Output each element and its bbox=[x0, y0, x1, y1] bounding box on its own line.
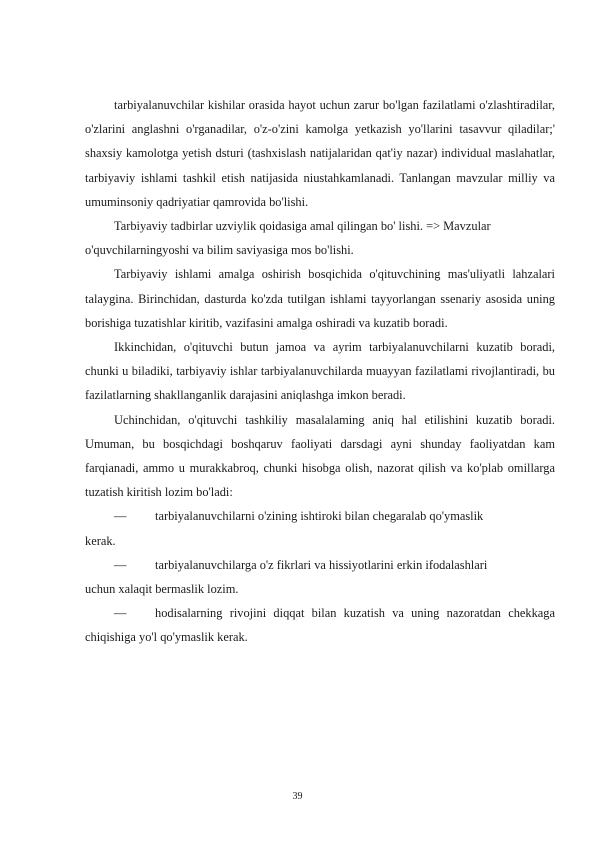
list-item-text: tarbiyalanuvchilarga o'z fikrlari va hissiyotlarini erkin ifodalashlari bbox=[155, 557, 488, 572]
list-dash: — bbox=[114, 606, 127, 621]
list-item bbox=[85, 504, 555, 552]
list-item bbox=[85, 553, 555, 601]
list-item bbox=[85, 601, 555, 649]
paragraph-5: Ikkinchidan, o'qituvchi butun jamoa va ayrim tarbiyalanuvchilarni kuzatib boradi, chunki u biladiki, tarbiyaviy ishlar tarbiyalanuvchilarda muayyan fazilatlami rivojlantiradi, bu fazilatlarning shakllanganlik darajasini aniqlashga imkon beradi. bbox=[85, 340, 555, 403]
list-item-continuation: kerak. bbox=[85, 533, 116, 548]
list-item-text: tarbiyalanuvchilarni o'zining ishtiroki bilan chegaralab qo'ymaslik bbox=[155, 509, 484, 524]
list-dash: — bbox=[114, 509, 127, 524]
page-body bbox=[85, 93, 555, 650]
page-number: 39 bbox=[292, 791, 303, 802]
list-item-text: hodisalarning rivojini diqqat bilan kuzatish va uning nazoratdan chekkaga chiqishiga yo'l qo'ymaslik kerak. bbox=[85, 606, 555, 645]
list-item-continuation: uchun xalaqit bermaslik lozim. bbox=[85, 582, 239, 597]
paragraph-3: o'quvchilarningyoshi va bilim saviyasiga mos bo'lishi. bbox=[85, 243, 354, 258]
paragraph-2: Tarbiyaviy tadbirlar uzviylik qoidasiga amal qilingan bo' lishi. => Mavzular bbox=[114, 219, 491, 234]
list-dash: — bbox=[114, 557, 127, 572]
paragraph-6: Uchinchidan, o'qituvchi tashkiliy masalalaming aniq hal etilishini kuzatib boradi. Umuman, bu bosqichdagi boshqaruv faoliyati darsdagi ayni shunday faoliyatdan kam farqianadi, ammo u murakkabroq, chunki hisobga olish, nazorat qilish va ko'plab omillarga tuzatish kiritish lozim bo'ladi: bbox=[85, 412, 555, 500]
paragraph-1: tarbiyalanuvchilar kishilar orasida hayot uchun zarur bo'lgan fazilatlami o'zlashtiradilar, o'zlarini anglashni o'rganadilar, o'z-o'zini kamolga yetkazish yo'llarini tasavvur qiladilar;' shaxsiy kamolotga yetish dsturi (tashxislash natijalaridan qat'iy nazar) individual maslahatlar, tarbiyaviy ishlami tashkil etish natijasida niustahkamlanadi. Tanlangan mavzular milliy va umuminsoniy qadriyatiar qamrovida bo'lishi. bbox=[85, 98, 555, 209]
paragraph-4: Tarbiyaviy ishlami amalga oshirish bosqichida o'qituvchining mas'uliyatli lahzalari talaygina. Birinchidan, dasturda ko'zda tutilgan ishlami tayyorlangan ssenariy asosida uning borishiga tuzatishlar kiritib, vazifasini amalga oshiradi va kuzatib boradi. bbox=[85, 267, 555, 330]
